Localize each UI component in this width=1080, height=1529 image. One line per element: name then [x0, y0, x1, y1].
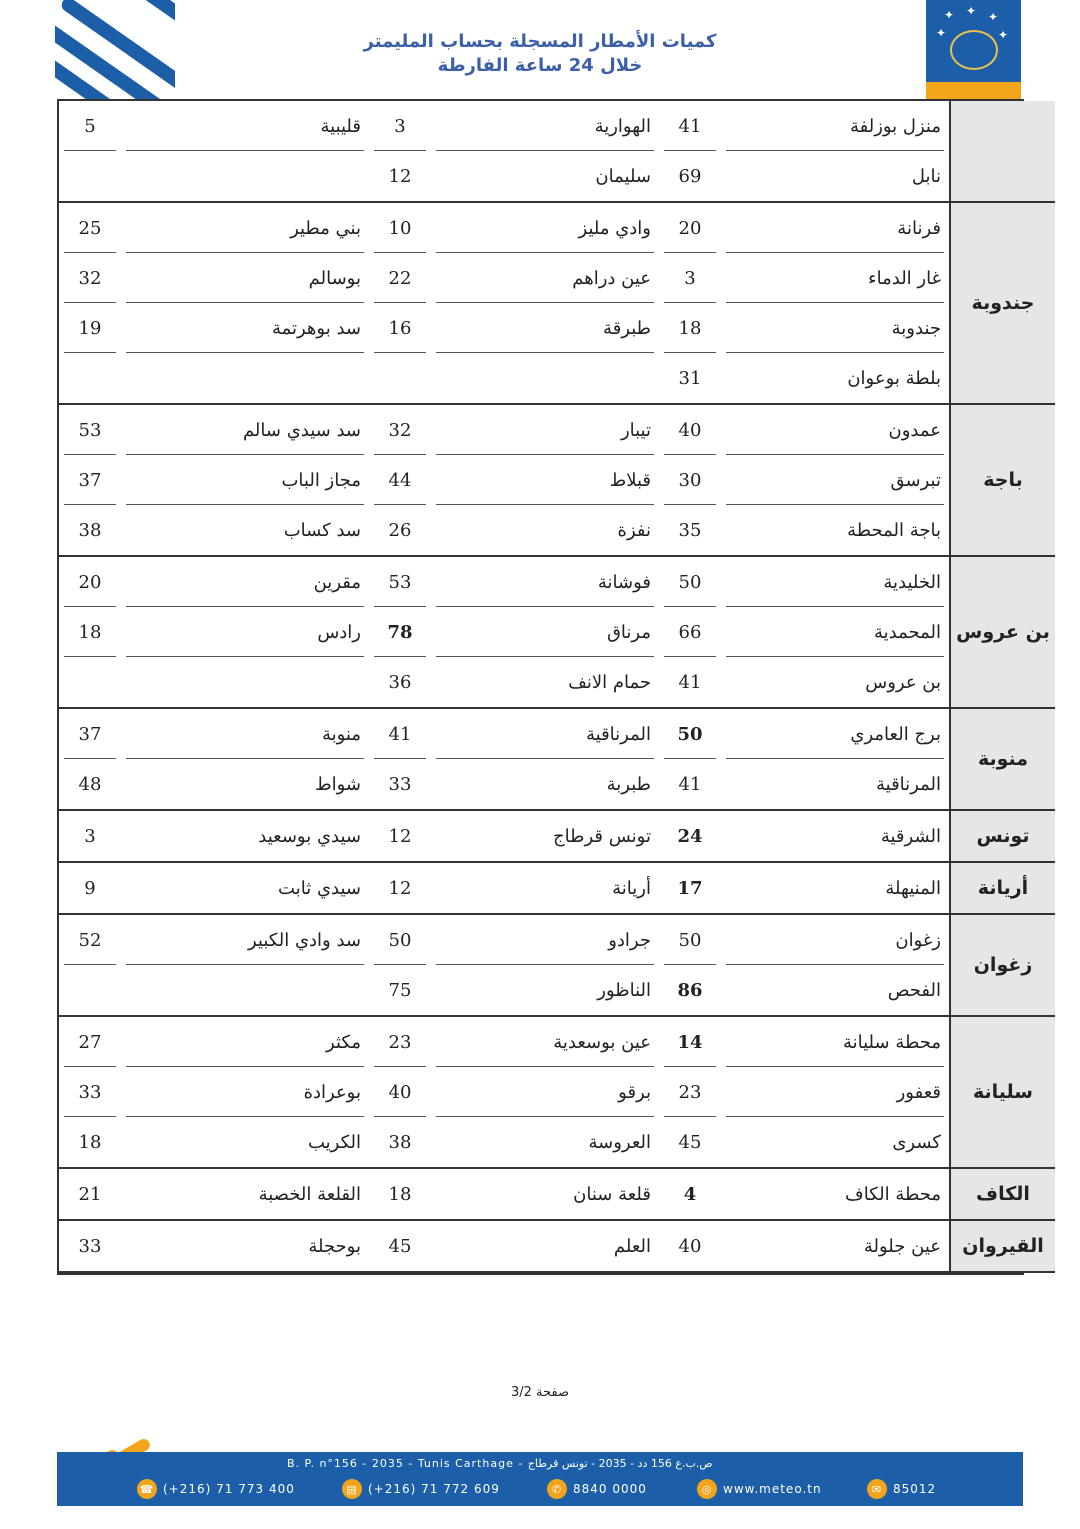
page-number: صفحة 3/2 [510, 1385, 570, 1400]
rainfall-value: 12 [369, 862, 431, 914]
rainfall-value: 3 [59, 810, 121, 862]
station-name: بني مطير [121, 202, 369, 253]
rainfall-value: 86 [659, 965, 721, 1016]
rainfall-value: 10 [369, 202, 431, 253]
rainfall-value: 33 [59, 1067, 121, 1117]
postal-address: B. P. n°156 - 2035 - Tunis Carthage - ص.ب.ع 156 دد - 2035 - تونس قرطاج [287, 1457, 713, 1470]
station-name: فوشانة [431, 556, 659, 607]
governorate-cell: القيروان [950, 1220, 1055, 1272]
station-name: نفزة [431, 505, 659, 556]
station-name: الناظور [431, 965, 659, 1016]
rainfall-value: 23 [369, 1016, 431, 1067]
rainfall-value: 38 [59, 505, 121, 556]
sms-number: 85012 [893, 1482, 937, 1496]
table-row [59, 455, 1055, 505]
station-name: شواط [121, 759, 369, 810]
rainfall-value [59, 353, 121, 404]
table-row [59, 1220, 1055, 1272]
station-name: برج العامري [721, 708, 950, 759]
station-name: نابل [721, 151, 950, 202]
rainfall-value: 24 [659, 810, 721, 862]
rainfall-value: 50 [659, 556, 721, 607]
table-row [59, 253, 1055, 303]
rainfall-value: 38 [369, 1117, 431, 1168]
rainfall-value: 20 [659, 202, 721, 253]
rainfall-value: 21 [59, 1168, 121, 1220]
rainfall-value: 18 [59, 607, 121, 657]
station-name: العلم [431, 1220, 659, 1272]
table-row [59, 404, 1055, 455]
station-name: محطة الكاف [721, 1168, 950, 1220]
table-row [59, 353, 1055, 404]
table-row [59, 303, 1055, 353]
rainfall-grid [59, 101, 1055, 1273]
rainfall-value: 3 [659, 253, 721, 303]
tollfree-number: 8840 0000 [573, 1482, 647, 1496]
station-name: سد سيدي سالم [121, 404, 369, 455]
rainfall-value: 50 [369, 914, 431, 965]
station-name: عمدون [721, 404, 950, 455]
table-row [59, 101, 1055, 151]
station-name: مجاز الباب [121, 455, 369, 505]
table-row [59, 657, 1055, 708]
station-name: قعفور [721, 1067, 950, 1117]
rainfall-value [369, 353, 431, 404]
governorate-cell: تونس [950, 810, 1055, 862]
rainfall-value: 4 [659, 1168, 721, 1220]
station-name: سد بوهرتمة [121, 303, 369, 353]
station-name: مرناق [431, 607, 659, 657]
rainfall-value: 30 [659, 455, 721, 505]
table-row [59, 862, 1055, 914]
rainfall-value: 33 [369, 759, 431, 810]
station-name: غار الدماء [721, 253, 950, 303]
station-name: برقو [431, 1067, 659, 1117]
station-name: الخليدية [721, 556, 950, 607]
table-row [59, 1117, 1055, 1168]
rainfall-value: 20 [59, 556, 121, 607]
station-name: محطة سليانة [721, 1016, 950, 1067]
governorate-cell: باجة [950, 404, 1055, 556]
rainfall-value: 78 [369, 607, 431, 657]
table-row [59, 556, 1055, 607]
rainfall-value: 53 [369, 556, 431, 607]
station-name: قلعة سنان [431, 1168, 659, 1220]
rainfall-value: 44 [369, 455, 431, 505]
page-title [340, 30, 740, 78]
rainfall-value [59, 657, 121, 708]
station-name: بوسالم [121, 253, 369, 303]
rainfall-value: 40 [369, 1067, 431, 1117]
rainfall-value: 17 [659, 862, 721, 914]
station-name: سيدي بوسعيد [121, 810, 369, 862]
phone-item [137, 1479, 295, 1499]
table-row [59, 914, 1055, 965]
station-name: الكريب [121, 1117, 369, 1168]
table-row [59, 1168, 1055, 1220]
rainfall-value [59, 151, 121, 202]
rainfall-value: 36 [369, 657, 431, 708]
rainfall-value: 18 [659, 303, 721, 353]
station-name: أريانة [431, 862, 659, 914]
rainfall-value: 53 [59, 404, 121, 455]
rainfall-value: 37 [59, 455, 121, 505]
rainfall-value: 52 [59, 914, 121, 965]
station-name: الهوارية [431, 101, 659, 151]
rainfall-table [57, 99, 1050, 1275]
rainfall-value: 23 [659, 1067, 721, 1117]
title-line-1: كميات الأمطار المسجلة بحساب المليمتر [363, 31, 717, 52]
station-name: الفحص [721, 965, 950, 1016]
station-name: جندوبة [721, 303, 950, 353]
title-line-2: خلال 24 ساعة الفارطة [437, 55, 643, 76]
website-link[interactable]: www.meteo.tn [723, 1482, 822, 1496]
rainfall-value: 45 [369, 1220, 431, 1272]
station-name: تونس قرطاج [431, 810, 659, 862]
governorate-cell: منوبة [950, 708, 1055, 810]
station-name: طبرقة [431, 303, 659, 353]
table-row [59, 708, 1055, 759]
rainfall-value: 50 [659, 708, 721, 759]
rainfall-value: 40 [659, 404, 721, 455]
rainfall-value: 31 [659, 353, 721, 404]
rainfall-value: 26 [369, 505, 431, 556]
governorate-cell [950, 101, 1055, 202]
fax-item [342, 1479, 500, 1499]
table-row [59, 505, 1055, 556]
table-row [59, 1067, 1055, 1117]
tollfree-item [547, 1479, 647, 1499]
station-name: بلطة بوعوان [721, 353, 950, 404]
governorate-cell: بن عروس [950, 556, 1055, 708]
rainfall-value: 25 [59, 202, 121, 253]
station-name: العروسة [431, 1117, 659, 1168]
rainfall-value: 48 [59, 759, 121, 810]
station-name: مكثر [121, 1016, 369, 1067]
station-name: سيدي ثابت [121, 862, 369, 914]
station-name: سليمان [431, 151, 659, 202]
station-name: زغوان [721, 914, 950, 965]
table-row [59, 151, 1055, 202]
rainfall-value: 45 [659, 1117, 721, 1168]
website-item[interactable] [697, 1479, 822, 1499]
emblem-icon [950, 30, 998, 70]
station-name: بوحجلة [121, 1220, 369, 1272]
station-name: كسرى [721, 1117, 950, 1168]
governorate-cell: الكاف [950, 1168, 1055, 1220]
station-name: حمام الانف [431, 657, 659, 708]
rainfall-value: 27 [59, 1016, 121, 1067]
station-name: المنيهلة [721, 862, 950, 914]
rainfall-value: 66 [659, 607, 721, 657]
station-name: المرناقية [431, 708, 659, 759]
station-name: رادس [121, 607, 369, 657]
rainfall-value: 18 [59, 1117, 121, 1168]
rainfall-value: 41 [659, 657, 721, 708]
rainfall-value: 35 [659, 505, 721, 556]
station-name: عين دراهم [431, 253, 659, 303]
station-name: منوبة [121, 708, 369, 759]
station-name: باجة المحطة [721, 505, 950, 556]
rainfall-value: 75 [369, 965, 431, 1016]
rainfall-value: 22 [369, 253, 431, 303]
sms-icon: ✉ [867, 1479, 887, 1499]
table-row [59, 1016, 1055, 1067]
governorate-cell: سليانة [950, 1016, 1055, 1168]
station-name: قليبية [121, 101, 369, 151]
station-name: المحمدية [721, 607, 950, 657]
station-name [431, 353, 659, 404]
handset-icon: ✆ [547, 1479, 567, 1499]
station-name: قبلاط [431, 455, 659, 505]
table-row [59, 810, 1055, 862]
rainfall-value: 41 [369, 708, 431, 759]
rainfall-value: 32 [369, 404, 431, 455]
station-name: مقرين [121, 556, 369, 607]
table-row [59, 759, 1055, 810]
rainfall-value: 18 [369, 1168, 431, 1220]
governorate-cell: أريانة [950, 862, 1055, 914]
phone-icon: ☎ [137, 1479, 157, 1499]
rainfall-value: 9 [59, 862, 121, 914]
station-name [121, 657, 369, 708]
fax-number: (+216) 71 772 609 [368, 1482, 500, 1496]
rainfall-value: 5 [59, 101, 121, 151]
rainfall-value: 33 [59, 1220, 121, 1272]
station-name [121, 151, 369, 202]
station-name: عين بوسعدية [431, 1016, 659, 1067]
rainfall-value: 12 [369, 151, 431, 202]
station-name: تيبار [431, 404, 659, 455]
rainfall-value: 69 [659, 151, 721, 202]
rainfall-value: 41 [659, 101, 721, 151]
station-name [121, 965, 369, 1016]
governorate-cell: زغوان [950, 914, 1055, 1016]
station-name [121, 353, 369, 404]
governorate-cell: جندوبة [950, 202, 1055, 404]
institute-logo: ✦ ✦ ✦ ✦ ✦ [926, 0, 1021, 100]
sms-item [867, 1479, 936, 1499]
rainfall-value: 40 [659, 1220, 721, 1272]
table-row [59, 965, 1055, 1016]
header-decoration [55, 0, 175, 100]
rainfall-value: 41 [659, 759, 721, 810]
station-name: فرنانة [721, 202, 950, 253]
rainfall-value [59, 965, 121, 1016]
globe-icon: ◎ [697, 1479, 717, 1499]
station-name: وادي مليز [431, 202, 659, 253]
footer-bar [57, 1452, 1023, 1506]
station-name: منزل بوزلفة [721, 101, 950, 151]
station-name: القلعة الخصبة [121, 1168, 369, 1220]
table-row [59, 607, 1055, 657]
station-name: بوعرادة [121, 1067, 369, 1117]
rainfall-value: 3 [369, 101, 431, 151]
rainfall-value: 19 [59, 303, 121, 353]
station-name: تبرسق [721, 455, 950, 505]
station-name: بن عروس [721, 657, 950, 708]
phone-number: (+216) 71 773 400 [163, 1482, 295, 1496]
table-row [59, 202, 1055, 253]
station-name: الشرقية [721, 810, 950, 862]
station-name: سد كساب [121, 505, 369, 556]
rainfall-value: 14 [659, 1016, 721, 1067]
station-name: عين جلولة [721, 1220, 950, 1272]
rainfall-value: 16 [369, 303, 431, 353]
rainfall-value: 50 [659, 914, 721, 965]
rainfall-value: 12 [369, 810, 431, 862]
station-name: طبربة [431, 759, 659, 810]
station-name: سد وادي الكبير [121, 914, 369, 965]
rainfall-value: 32 [59, 253, 121, 303]
fax-icon: ▤ [342, 1479, 362, 1499]
station-name: جرادو [431, 914, 659, 965]
rainfall-value: 37 [59, 708, 121, 759]
station-name: المرناقية [721, 759, 950, 810]
